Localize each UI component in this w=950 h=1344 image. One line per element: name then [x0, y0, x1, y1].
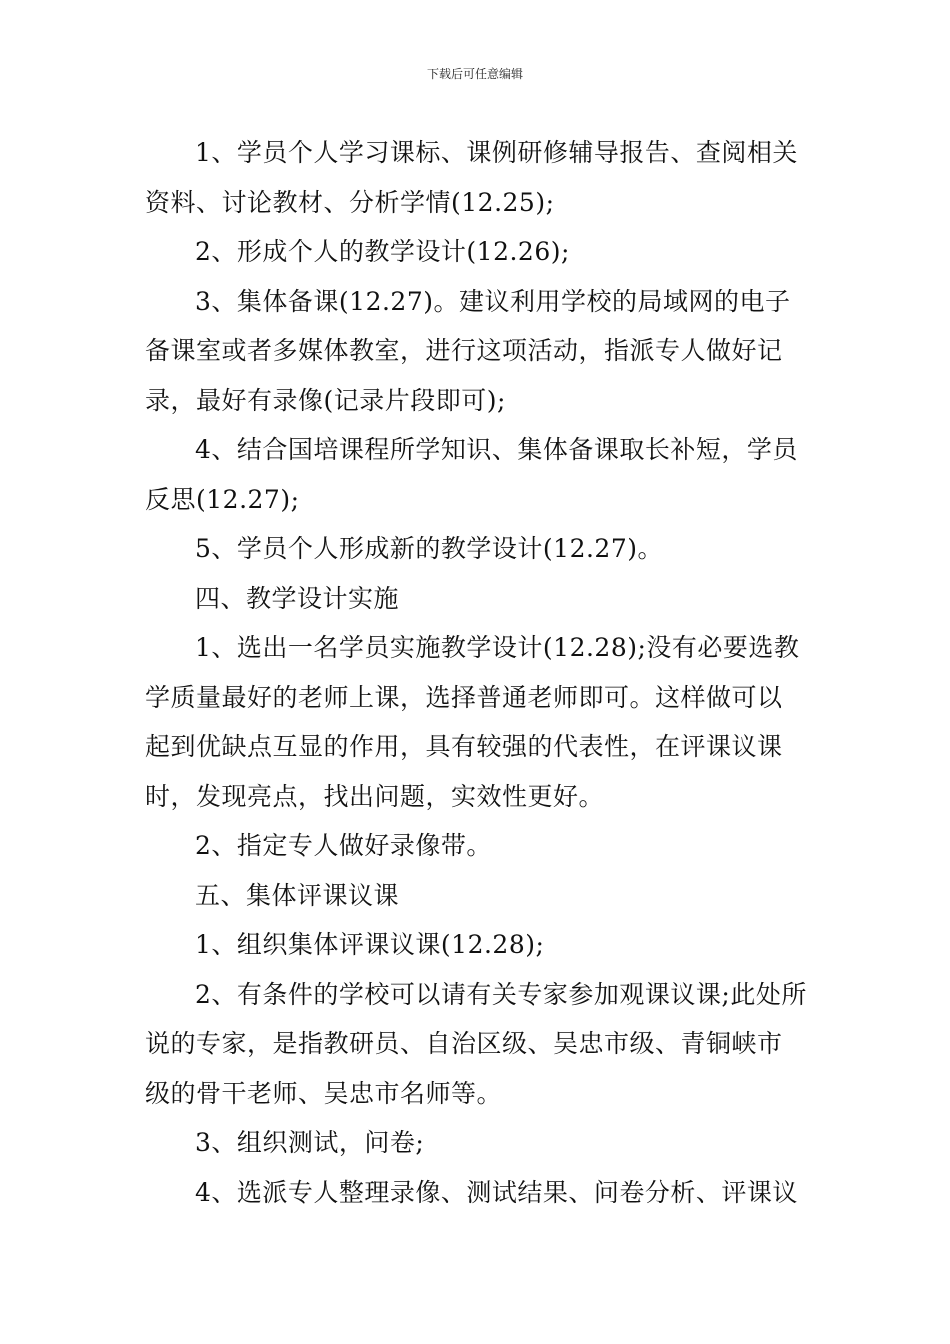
paragraph: 5、学员个人形成新的教学设计(12.27)。	[195, 534, 663, 563]
section-heading: 四、教学设计实施	[195, 583, 400, 613]
paragraph: 3、集体备课(12.27)。建议利用学校的局域网的电子备课室或者多媒体教室，进行这项活动，指派专人做好记录，最好有录像(记录片段即可);	[145, 286, 791, 415]
section-heading: 五、集体评课议课	[195, 880, 400, 910]
paragraph: 2、指定专人做好录像带。	[195, 831, 492, 860]
paragraph: 1、选出一名学员实施教学设计(12.28);没有必要选教学质量最好的老师上课，选择普通老师即可。这样做可以起到优缺点互显的作用，具有较强的代表性，在评课议课时，发现亮点，找出问题，实效性更好。	[145, 633, 800, 811]
page-header: 下载后可任意编辑	[426, 67, 523, 81]
paragraph: 1、学员个人学习课标、课例研修辅导报告、查阅相关资料、讨论教材、分析学情(12.25);	[145, 138, 798, 217]
paragraph: 1、组织集体评课议课(12.28);	[195, 930, 545, 959]
document-body	[145, 128, 807, 1217]
paragraph: 2、有条件的学校可以请有关专家参加观课议课;此处所说的专家，是指教研员、自治区级、吴忠市级、青铜峡市级的骨干老师、吴忠市名师等。	[145, 979, 807, 1108]
paragraph: 3、组织测试，问卷;	[195, 1128, 425, 1157]
paragraph: 4、结合国培课程所学知识、集体备课取长补短，学员反思(12.27);	[145, 435, 798, 514]
paragraph: 2、形成个人的教学设计(12.26);	[195, 237, 570, 266]
paragraph: 4、选派专人整理录像、测试结果、问卷分析、评课议	[195, 1177, 798, 1207]
